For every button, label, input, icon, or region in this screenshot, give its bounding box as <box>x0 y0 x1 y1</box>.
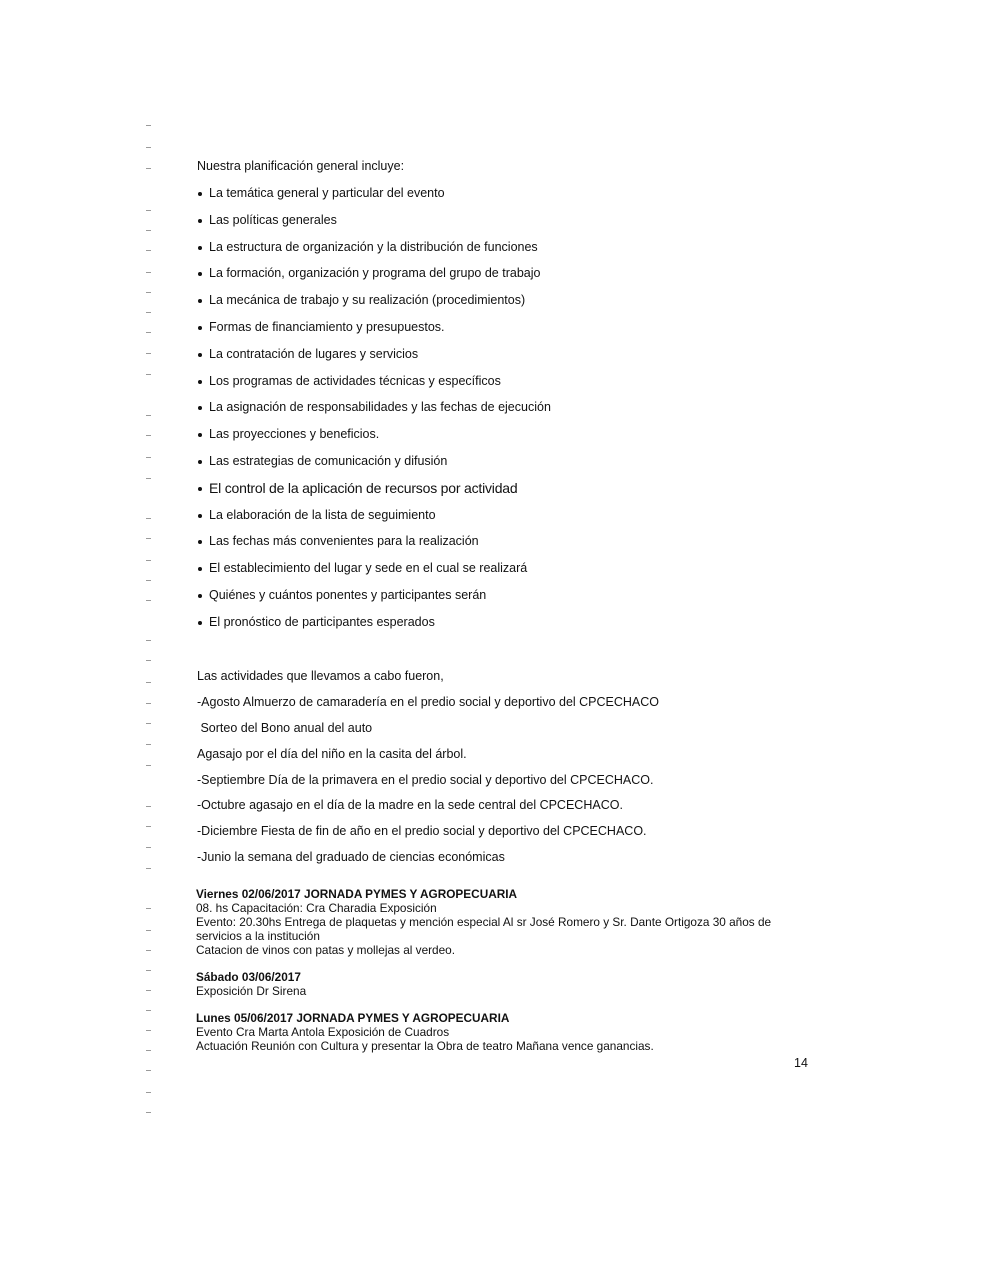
event-saturday <box>196 970 796 998</box>
planning-intro: Nuestra planificación general incluye: <box>197 159 405 173</box>
event-line: 08. hs Capacitación: Cra Charadia Exposición <box>196 901 437 915</box>
list-item: El pronóstico de participantes esperados <box>197 613 551 640</box>
list-item: Las estrategias de comunicación y difusión <box>197 452 551 479</box>
list-item: La formación, organización y programa del grupo de trabajo <box>197 264 551 291</box>
list-item: El establecimiento del lugar y sede en el cual se realizará <box>197 559 551 586</box>
activity-line: Sorteo del Bono anual del auto <box>197 720 373 735</box>
scan-margin-marks <box>146 120 158 1130</box>
activity-line: -Agosto Almuerzo de camaradería en el predio social y deportivo del CPCECHACO <box>197 694 660 709</box>
list-item: El control de la aplicación de recursos por actividad <box>197 479 551 506</box>
activity-line: -Septiembre Día de la primavera en el predio social y deportivo del CPCECHACO. <box>197 772 654 787</box>
list-item: La mecánica de trabajo y su realización (procedimientos) <box>197 291 551 318</box>
event-title: Lunes 05/06/2017 JORNADA PYMES Y AGROPECUARIA <box>196 1011 510 1025</box>
list-item: Las proyecciones y beneficios. <box>197 425 551 452</box>
list-item: La estructura de organización y la distribución de funciones <box>197 238 551 265</box>
event-line: Catacion de vinos con patas y mollejas al verdeo. <box>196 943 456 957</box>
event-title: Viernes 02/06/2017 JORNADA PYMES Y AGROPECUARIA <box>196 887 518 901</box>
list-item: Las políticas generales <box>197 211 551 238</box>
activity-line: -Junio la semana del graduado de ciencias económicas <box>197 850 505 865</box>
list-item: Los programas de actividades técnicas y específicos <box>197 372 551 399</box>
event-line: Evento: 20.30hs Entrega de plaquetas y mención especial Al sr José Romero y Sr. Dante Ortigoza 30 años de servicios a la institución <box>196 915 772 943</box>
activity-line: -Diciembre Fiesta de fin de año en el predio social y deportivo del CPCECHACO. <box>197 824 647 839</box>
event-line: Actuación Reunión con Cultura y presentar la Obra de teatro Mañana vence ganancias. <box>196 1039 654 1053</box>
activities-section <box>197 667 659 874</box>
list-item: La temática general y particular del evento <box>197 184 551 211</box>
event-monday <box>196 1011 796 1053</box>
event-friday <box>196 887 796 957</box>
list-item: Quiénes y cuántos ponentes y participantes serán <box>197 586 551 613</box>
list-item: La asignación de responsabilidades y las fechas de ejecución <box>197 398 551 425</box>
event-line: Evento Cra Marta Antola Exposición de Cuadros <box>196 1025 450 1039</box>
list-item: La contratación de lugares y servicios <box>197 345 551 372</box>
activity-line: Agasajo por el día del niño en la casita del árbol. <box>197 746 467 761</box>
page-number: 14 <box>794 1056 808 1070</box>
event-title: Sábado 03/06/2017 <box>196 970 301 984</box>
activity-line: -Octubre agasajo en el día de la madre en la sede central del CPCECHACO. <box>197 798 623 813</box>
activities-heading: Las actividades que llevamos a cabo fueron, <box>197 669 444 683</box>
list-item: Las fechas más convenientes para la realización <box>197 532 551 559</box>
list-item: Formas de financiamiento y presupuestos. <box>197 318 551 345</box>
planning-bullet-list <box>197 184 551 640</box>
event-line: Exposición Dr Sirena <box>196 984 307 998</box>
list-item: La elaboración de la lista de seguimiento <box>197 506 551 533</box>
events-section <box>196 887 796 1066</box>
